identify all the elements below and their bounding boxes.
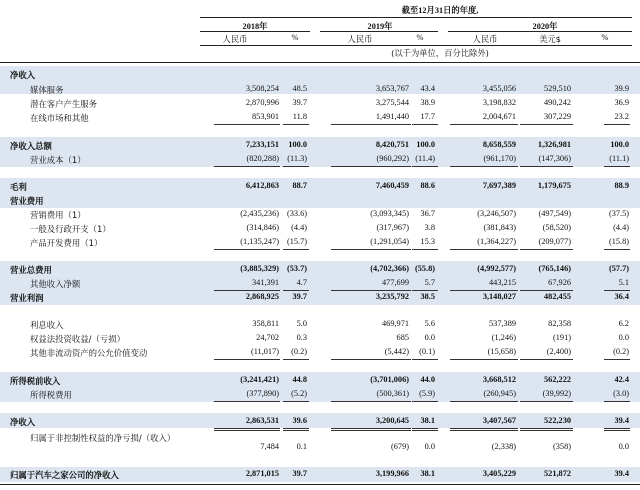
- total-double-rule: [283, 428, 309, 431]
- cell-value: (0.2): [291, 347, 307, 356]
- subtotal-rule: [450, 401, 518, 402]
- cell-value: 3,668,512: [482, 375, 516, 384]
- cell-value: (4,992,577): [477, 264, 516, 273]
- cell-value: (53.7): [286, 264, 307, 273]
- subtotal-rule: [331, 166, 411, 167]
- cell-value: (15.7): [286, 237, 307, 246]
- cell-value: 48.5: [292, 84, 307, 93]
- cell-value: (4,702,366): [370, 264, 409, 273]
- cell-value: 11.8: [292, 112, 307, 121]
- cell-value: 529,510: [544, 84, 571, 93]
- table-row: [0, 332, 640, 346]
- table-bottom-rule: [0, 484, 640, 485]
- cell-value: (377,890): [246, 389, 279, 398]
- subtotal-rule: [331, 249, 411, 250]
- col-header-underline: [200, 45, 632, 46]
- cell-value: (0.1): [419, 347, 435, 356]
- cell-value: 482,455: [544, 292, 571, 301]
- row-label: 归属于非控制性权益的净亏损/（收入）: [30, 433, 176, 443]
- cell-value: (11.3): [287, 154, 307, 163]
- row-label: 权益法投资收益/（亏损）: [30, 334, 125, 344]
- col-2020-pct: %: [601, 33, 609, 42]
- table-row: [0, 468, 640, 482]
- cell-value: 3,235,792: [375, 292, 409, 301]
- cell-value: 67,926: [548, 278, 571, 287]
- subtotal-rule: [604, 249, 630, 250]
- cell-value: 469,971: [382, 319, 409, 328]
- row-label: 营业总费用: [10, 265, 52, 275]
- table-row: [0, 83, 640, 97]
- cell-value: 2,868,925: [245, 292, 279, 301]
- subtotal-rule: [283, 359, 309, 360]
- cell-value: 2,863,531: [245, 416, 279, 425]
- cell-value: 38.9: [420, 98, 435, 107]
- cell-value: 2,004,671: [482, 112, 516, 121]
- cell-value: 36.9: [614, 98, 629, 107]
- row-label: 归属于汽车之家公司的净收入: [10, 470, 119, 480]
- col-2020-usd: 美元$: [539, 34, 561, 44]
- subtotal-rule: [604, 359, 630, 360]
- cell-value: 100.0: [288, 140, 307, 149]
- cell-value: (1,291,054): [370, 237, 409, 246]
- cell-value: 521,872: [544, 469, 571, 478]
- table-row: [0, 415, 640, 429]
- year-2018-underline: [200, 31, 310, 32]
- cell-value: 38.5: [420, 292, 435, 301]
- cell-value: 44.8: [292, 375, 307, 384]
- cell-value: (3,241,421): [240, 375, 279, 384]
- cell-value: 3,455,056: [482, 84, 516, 93]
- subtotal-rule: [214, 166, 280, 167]
- cell-value: (15.8): [608, 237, 629, 246]
- subtotal-rule: [604, 166, 630, 167]
- cell-value: (57.7): [608, 264, 629, 273]
- year-2020: 2020年: [532, 22, 558, 31]
- row-label: 在线市场和其他: [30, 113, 89, 123]
- cell-value: 38.1: [420, 416, 435, 425]
- cell-value: 685: [396, 333, 409, 342]
- subtotal-rule: [604, 124, 630, 125]
- table-row: [0, 277, 640, 291]
- row-label: 其他非流动资产的公允价值变动: [30, 348, 148, 358]
- cell-value: (33.6): [286, 209, 307, 218]
- table-row: [0, 263, 640, 277]
- cell-value: 7,233,151: [245, 140, 279, 149]
- cell-value: (960,292): [376, 154, 409, 163]
- cell-value: 307,229: [544, 112, 571, 121]
- row-label: 利息收入: [30, 320, 64, 330]
- cell-value: 39.7: [292, 292, 307, 301]
- table-row: [0, 68, 640, 82]
- cell-value: (5.2): [291, 389, 307, 398]
- cell-value: (55.8): [414, 264, 435, 273]
- subtotal-rule: [331, 401, 411, 402]
- cell-value: 39.9: [614, 84, 629, 93]
- cell-value: (39,992): [542, 389, 571, 398]
- cell-value: (11,017): [250, 347, 279, 356]
- cell-value: 39.4: [614, 416, 629, 425]
- cell-value: (5.9): [419, 389, 435, 398]
- cell-value: 88.6: [420, 181, 435, 190]
- cell-value: 3,405,229: [482, 469, 516, 478]
- subtotal-rule: [520, 401, 573, 402]
- cell-value: 1,179,675: [537, 181, 571, 190]
- col-2019-pct: %: [416, 33, 424, 42]
- cell-value: 3,508,254: [245, 84, 279, 93]
- cell-value: 0.0: [618, 333, 629, 342]
- cell-value: (3,246,507): [477, 209, 516, 218]
- subtotal-rule: [283, 124, 309, 125]
- cell-value: (2,400): [546, 347, 571, 356]
- cell-value: (260,945): [483, 389, 516, 398]
- col-2019-rmb: 人民币: [347, 34, 373, 44]
- cell-value: (2,435,236): [240, 209, 279, 218]
- cell-value: 23.2: [614, 112, 629, 121]
- table-row: [0, 318, 640, 332]
- cell-value: 5.7: [424, 278, 435, 287]
- cell-value: (1,135,247): [240, 237, 279, 246]
- cell-value: 522,230: [544, 416, 571, 425]
- cell-value: 15.3: [420, 237, 435, 246]
- subtotal-rule: [214, 401, 280, 402]
- cell-value: 88.9: [614, 181, 629, 190]
- subtotal-rule: [331, 359, 411, 360]
- table-row: [0, 97, 640, 111]
- cell-value: 0.0: [424, 333, 435, 342]
- year-2019-underline: [320, 31, 438, 32]
- row-label: 营业成本（1）: [30, 155, 86, 165]
- total-double-rule: [604, 428, 630, 431]
- cell-value: (358): [553, 442, 571, 451]
- cell-value: (4.4): [291, 223, 307, 232]
- cell-value: (3,093,345): [370, 209, 409, 218]
- cell-value: 3,407,567: [482, 416, 516, 425]
- total-double-rule: [412, 428, 438, 431]
- cell-value: 3.8: [424, 223, 435, 232]
- period-header: 截至12月31日的年度,: [401, 6, 479, 15]
- col-2018-rmb: 人民币: [222, 34, 248, 44]
- subtotal-rule: [214, 124, 280, 125]
- cell-value: (11.4): [415, 154, 435, 163]
- row-label: 一般及行政开支（1）: [30, 224, 111, 234]
- table-row: [0, 291, 640, 305]
- table-row: [0, 346, 640, 360]
- cell-value: 5.1: [618, 278, 629, 287]
- cell-value: 100.0: [416, 140, 435, 149]
- cell-value: 443,215: [489, 278, 516, 287]
- cell-value: 5.6: [424, 319, 435, 328]
- cell-value: 358,811: [252, 319, 279, 328]
- cell-value: (58,520): [542, 223, 571, 232]
- cell-value: 6.2: [618, 319, 629, 328]
- table-row: [0, 222, 640, 236]
- subtotal-rule: [520, 166, 573, 167]
- unit-note: (以千为单位，百分比除外): [391, 48, 489, 58]
- cell-value: 100.0: [610, 140, 629, 149]
- cell-value: 8,420,751: [375, 140, 409, 149]
- cell-value: 3,653,767: [375, 84, 409, 93]
- cell-value: 42.4: [614, 375, 629, 384]
- cell-value: 3,148,027: [482, 292, 516, 301]
- cell-value: 39.6: [292, 416, 307, 425]
- year-2019: 2019年: [367, 22, 393, 31]
- cell-value: (209,077): [538, 237, 571, 246]
- subtotal-rule: [412, 401, 438, 402]
- total-double-rule: [450, 428, 518, 431]
- row-label: 所得税前收入: [10, 376, 61, 386]
- cell-value: (317,967): [376, 223, 409, 232]
- cell-value: (3,701,006): [370, 375, 409, 384]
- cell-value: (679): [391, 442, 409, 451]
- cell-value: 2,870,996: [245, 98, 279, 107]
- subtotal-rule: [283, 249, 309, 250]
- cell-value: (0.2): [613, 347, 629, 356]
- table-row: [0, 236, 640, 250]
- subtotal-rule: [412, 249, 438, 250]
- cell-value: 0.0: [618, 442, 629, 451]
- total-double-rule: [520, 428, 573, 431]
- subtotal-rule: [520, 124, 573, 125]
- row-label: 营业费用: [10, 196, 44, 206]
- cell-value: 36.4: [614, 292, 629, 301]
- cell-value: 477,699: [382, 278, 409, 287]
- cell-value: (4.4): [613, 223, 629, 232]
- row-label: 净收入: [10, 417, 36, 427]
- cell-value: (5,442): [384, 347, 409, 356]
- table-row: [0, 433, 640, 455]
- cell-value: (191): [553, 333, 571, 342]
- cell-value: (3.0): [613, 389, 629, 398]
- cell-value: 39.7: [292, 469, 307, 478]
- year-2018: 2018年: [242, 22, 268, 31]
- cell-value: (314,846): [246, 223, 279, 232]
- cell-value: (15,658): [487, 347, 516, 356]
- cell-value: 5.0: [296, 319, 307, 328]
- cell-value: 3,200,645: [375, 416, 409, 425]
- cell-value: 4.7: [296, 278, 307, 287]
- cell-value: 43.4: [420, 84, 435, 93]
- cell-value: 7,484: [260, 442, 279, 451]
- cell-value: 341,391: [252, 278, 279, 287]
- cell-value: (961,170): [483, 154, 516, 163]
- cell-value: 17.7: [420, 112, 435, 121]
- cell-value: 853,901: [252, 112, 279, 121]
- cell-value: 1,326,981: [537, 140, 571, 149]
- period-underline: [200, 17, 632, 18]
- cell-value: (2,338): [491, 442, 516, 451]
- table-row: [0, 139, 640, 153]
- table-row: [0, 153, 640, 167]
- row-label: 营销费用（1）: [30, 210, 86, 220]
- subtotal-rule: [450, 124, 518, 125]
- cell-value: (37.5): [608, 209, 629, 218]
- subtotal-rule: [331, 124, 411, 125]
- cell-value: 3,198,832: [482, 98, 516, 107]
- total-double-rule: [214, 428, 280, 431]
- cell-value: 3,275,544: [375, 98, 409, 107]
- table-row: [0, 180, 640, 194]
- cell-value: 0.3: [296, 333, 307, 342]
- cell-value: 88.7: [292, 181, 307, 190]
- cell-value: (147,306): [538, 154, 571, 163]
- cell-value: 537,389: [489, 319, 516, 328]
- row-label: 毛利: [10, 182, 27, 192]
- cell-value: 38.1: [420, 469, 435, 478]
- table-row: [0, 374, 640, 388]
- subtotal-rule: [412, 124, 438, 125]
- cell-value: 36.7: [420, 209, 435, 218]
- cell-value: 39.7: [292, 98, 307, 107]
- cell-value: 24,702: [256, 333, 279, 342]
- subtotal-rule: [450, 249, 518, 250]
- cell-value: 1,491,440: [375, 112, 409, 121]
- cell-value: 44.0: [420, 375, 435, 384]
- cell-value: (765,146): [538, 264, 571, 273]
- cell-value: (11.1): [609, 154, 629, 163]
- cell-value: 8,658,559: [482, 140, 516, 149]
- table-row: [0, 194, 640, 208]
- cell-value: (1,246): [491, 333, 516, 342]
- row-label: 潜在客户产生服务: [30, 99, 97, 109]
- subtotal-rule: [283, 401, 309, 402]
- cell-value: (500,361): [376, 389, 409, 398]
- subtotal-rule: [450, 166, 518, 167]
- cell-value: (381,843): [483, 223, 516, 232]
- subtotal-rule: [412, 166, 438, 167]
- cell-value: 562,222: [544, 375, 571, 384]
- table-row: [0, 388, 640, 402]
- subtotal-rule: [520, 359, 573, 360]
- col-2020-rmb: 人民币: [472, 34, 498, 44]
- row-label: 净收入: [10, 70, 36, 80]
- cell-value: 7,460,459: [375, 181, 409, 190]
- cell-value: 82,358: [548, 319, 571, 328]
- cell-value: 6,412,863: [245, 181, 279, 190]
- cell-value: (497,549): [538, 209, 571, 218]
- cell-value: 0.1: [296, 442, 307, 451]
- header-bottom-rule: [0, 62, 640, 63]
- year-2020-underline: [448, 31, 632, 32]
- row-label: 媒体服务: [30, 85, 64, 95]
- cell-value: 3,199,966: [375, 469, 409, 478]
- subtotal-rule: [214, 249, 280, 250]
- cell-value: (1,364,227): [477, 237, 516, 246]
- total-double-rule: [331, 428, 411, 431]
- row-label: 产品开发费用（1）: [30, 238, 103, 248]
- row-label: 其他收入净额: [30, 279, 81, 289]
- subtotal-rule: [450, 359, 518, 360]
- cell-value: (3,885,329): [240, 264, 279, 273]
- subtotal-rule: [214, 359, 280, 360]
- subtotal-rule: [604, 401, 630, 402]
- cell-value: 2,871,015: [245, 469, 279, 478]
- cell-value: (820,288): [246, 154, 279, 163]
- cell-value: 7,697,389: [482, 181, 516, 190]
- cell-value: 490,242: [544, 98, 571, 107]
- table-row: [0, 208, 640, 222]
- subtotal-rule: [412, 359, 438, 360]
- col-2018-pct: %: [291, 33, 299, 42]
- row-label: 所得税费用: [30, 390, 72, 400]
- cell-value: 39.4: [614, 469, 629, 478]
- table-row: [0, 111, 640, 125]
- subtotal-rule: [283, 166, 309, 167]
- row-label: 净收入总额: [10, 141, 52, 151]
- cell-value: 0.0: [424, 442, 435, 451]
- row-label: 营业利润: [10, 293, 44, 303]
- subtotal-rule: [520, 249, 573, 250]
